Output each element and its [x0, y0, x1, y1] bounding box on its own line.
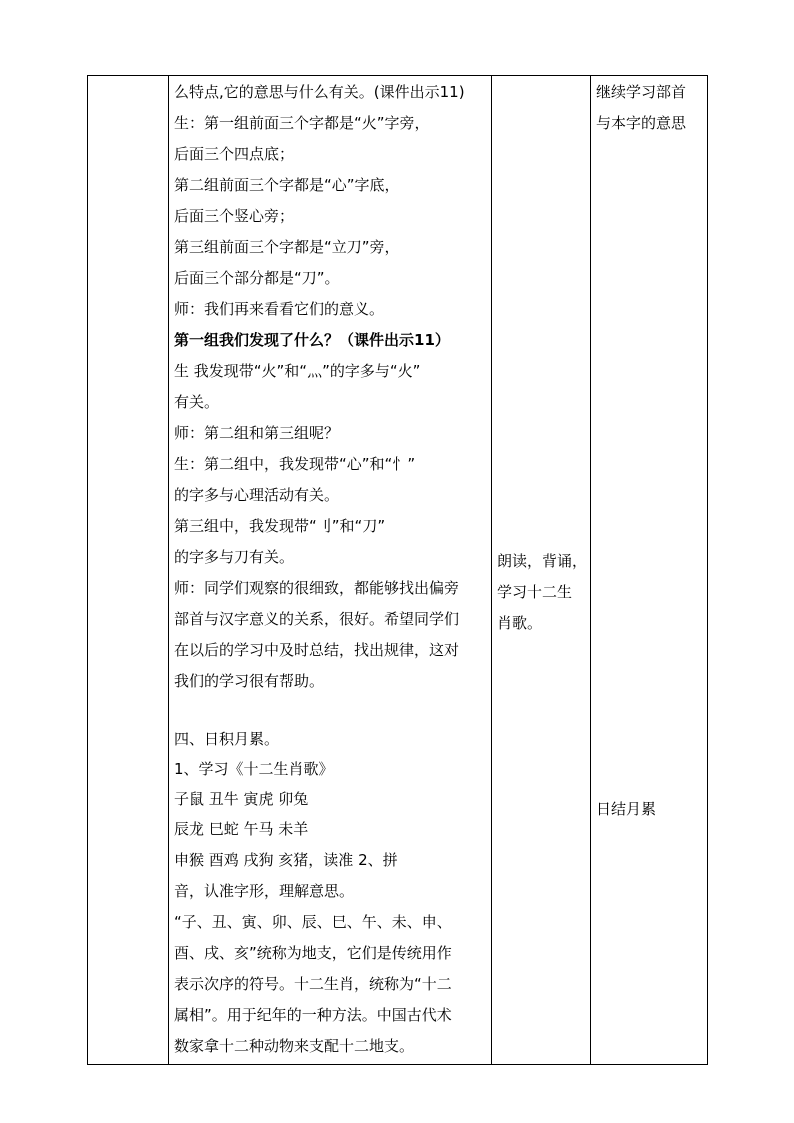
student-activity-line: 肖歌。 — [497, 614, 543, 632]
process-line: 有关。 — [174, 393, 220, 411]
teaching-process-cell — [169, 76, 492, 1065]
process-line: 第三组中，我发现带“刂”和“刀” — [174, 517, 386, 535]
process-line: 酉、戌、亥”统称为地支，它们是传统用作 — [174, 944, 452, 962]
process-line: 表示次序的符号。十二生肖，统称为“十二 — [174, 975, 452, 993]
process-line: 部首与汉字意义的关系，很好。希望同学们 — [174, 610, 460, 628]
student-activity-cell — [492, 76, 591, 1065]
student-activity-line: 朗读，背诵， — [497, 552, 588, 570]
zodiac-row: 子鼠 丑牛 寅虎 卯兔 — [174, 790, 309, 808]
lesson-plan-table — [87, 75, 708, 1065]
process-line: 后面三个竖心旁； — [174, 207, 295, 225]
process-line: 师：第二组和第三组呢？ — [174, 424, 340, 442]
process-line: 属相”。用于纪年的一种方法。中国古代术 — [174, 1006, 452, 1024]
process-line: 生：第一组前面三个字都是“火”字旁， — [174, 114, 430, 132]
process-line: 生 我发现带“火”和“灬”的字多与“火” — [174, 362, 421, 380]
process-line: 生：第二组中，我发现带“心”和“忄” — [174, 455, 416, 473]
design-intent-line: 继续学习部首 — [596, 83, 687, 101]
zodiac-row: 辰龙 巳蛇 午马 未羊 — [174, 820, 309, 838]
zodiac-row: 申猴 酉鸡 戌狗 亥猪，读准 2、拼 — [174, 851, 398, 869]
design-intent-cell — [591, 76, 708, 1065]
process-line: 1、学习《十二生肖歌》 — [174, 760, 334, 778]
process-line: 的字多与刀有关。 — [174, 548, 295, 566]
design-intent-line: 日结月累 — [596, 800, 657, 818]
process-line: 我们的学习很有帮助。 — [174, 672, 325, 690]
process-line: 的字多与心理活动有关。 — [174, 486, 340, 504]
process-line: 音，认准字形，理解意思。 — [174, 882, 355, 900]
design-intent-line: 与本字的意思 — [596, 114, 687, 132]
process-line: 么特点,它的意思与什么有关。(课件出示11) — [174, 83, 465, 101]
process-line: 师：同学们观察的很细致，都能够找出偏旁 — [174, 579, 460, 597]
process-line: 第二组前面三个字都是“心”字底， — [174, 176, 400, 194]
process-line: 后面三个部分都是“刀”。 — [174, 269, 340, 287]
process-line: 师：我们再来看看它们的意义。 — [174, 300, 385, 318]
process-line: 后面三个四点底； — [174, 145, 295, 163]
process-line: 第三组前面三个字都是“立刀”旁， — [174, 238, 400, 256]
process-line: 在以后的学习中及时总结，找出规律，这对 — [174, 641, 460, 659]
table-row — [88, 76, 708, 1065]
process-line: 第一组我们发现了什么？（课件出示11） — [174, 331, 450, 349]
student-activity-line: 学习十二生 — [497, 583, 573, 601]
empty-cell — [88, 76, 169, 1065]
process-line: “子、丑、寅、卯、辰、巳、午、未、申、 — [174, 913, 452, 931]
section-heading: 四、日积月累。 — [174, 730, 280, 748]
process-line: 数家拿十二种动物来支配十二地支。 — [174, 1037, 415, 1055]
